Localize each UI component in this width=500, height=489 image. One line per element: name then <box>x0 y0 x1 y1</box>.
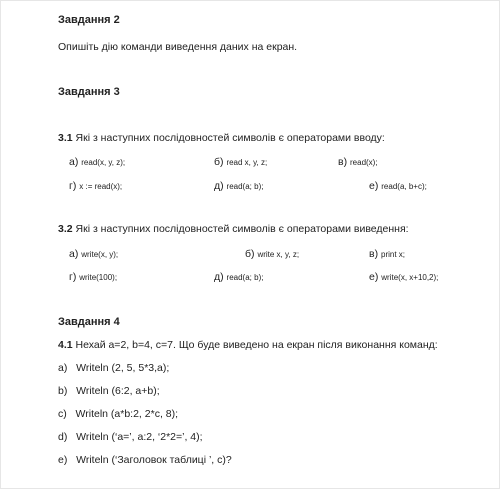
question-text: Які з наступних послідовностей символів є операторами виведення: <box>72 223 409 235</box>
option-3-1-d: г) x := read(x); <box>69 180 123 192</box>
question-3-2 <box>58 223 409 235</box>
list-item: b) Writeln (6:2, a+b); <box>58 385 160 397</box>
list-item: d) Writeln (‘a=’, a:2, ‘2*2=’, 4); <box>58 431 203 443</box>
option-3-1-f: е) read(a, b+c); <box>369 180 427 192</box>
task4-heading: Завдання 4 <box>58 316 120 328</box>
question-4-1 <box>58 339 438 351</box>
option-3-1-b: б) read x, y, z; <box>214 156 268 168</box>
question-3-1 <box>58 132 385 144</box>
question-number: 4.1 <box>58 339 73 351</box>
question-number: 3.2 <box>58 223 73 235</box>
option-3-1-a: а) read(x, y, z); <box>69 156 126 168</box>
option-3-2-b: б) write x, y, z; <box>245 248 300 260</box>
task2-heading: Завдання 2 <box>58 14 120 26</box>
option-3-1-c: в) read(x); <box>338 156 378 168</box>
option-3-2-a: а) write(x, y); <box>69 248 119 260</box>
question-text: Які з наступних послідовностей символів є операторами вводу: <box>72 132 385 144</box>
task2-text: Опишіть дію команди виведення даних на екран. <box>58 41 298 53</box>
list-item: e) Writeln (‘Заголовок таблиці ’, c)? <box>58 454 232 466</box>
option-3-1-e: д) read(a; b); <box>214 180 264 192</box>
question-text: Нехай a=2, b=4, c=7. Що буде виведено на екран після виконання команд: <box>72 339 438 351</box>
option-3-2-d: г) write(100); <box>69 271 118 283</box>
option-3-2-c: в) print x; <box>369 248 406 260</box>
list-item: a) Writeln (2, 5, 5*3,a); <box>58 362 170 374</box>
question-number: 3.1 <box>58 132 73 144</box>
task3-heading: Завдання 3 <box>58 86 120 98</box>
option-3-2-f: е) write(x, x+10,2); <box>369 271 439 283</box>
list-item: c) Writeln (a*b:2, 2*c, 8); <box>58 408 179 420</box>
option-3-2-e: д) read(a; b); <box>214 271 264 283</box>
